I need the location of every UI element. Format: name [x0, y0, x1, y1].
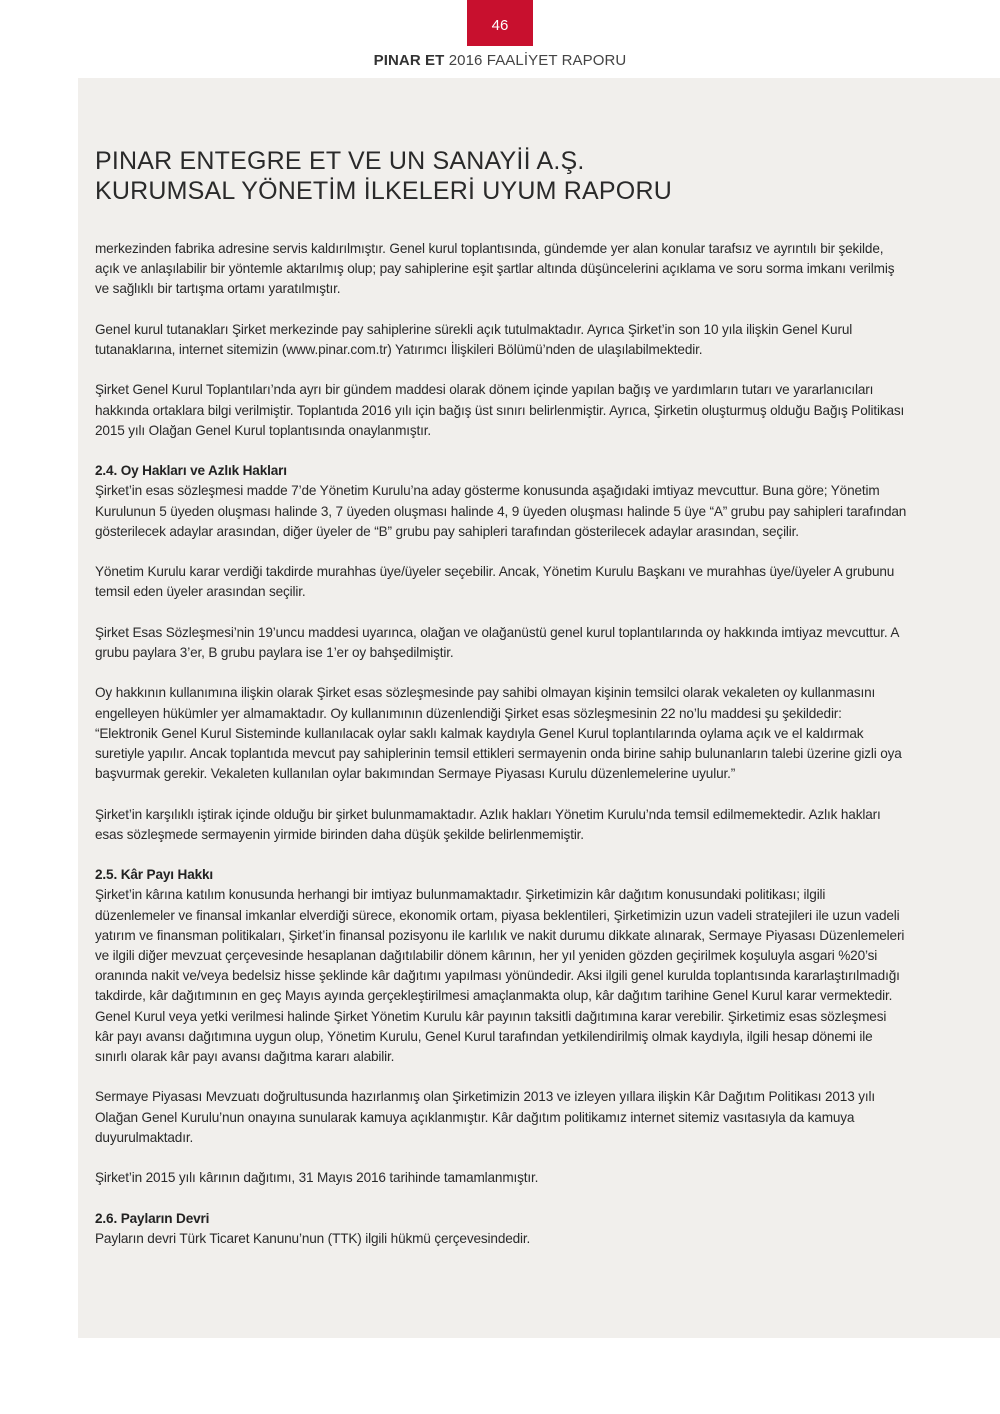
paragraph-minutes-access: Genel kurul tutanakları Şirket merkezinde pay sahiplerine sürekli açık tutulmaktadır. Ayrıca Şirket’in son 10 yıla ilişkin Genel Kurul tutanaklarına, internet sitemizin (www.pinar.com.tr) Yatırımcı İlişkileri Bölümü’nden de ulaşılabilmektedir.: [95, 321, 853, 357]
page-number-text: 46: [491, 16, 509, 34]
document-title: [95, 146, 895, 206]
paragraph-managing-members: Yönetim Kurulu karar verdiği takdirde murahhas üye/üyeler seçebilir. Ancak, Yönetim Kurulu Başkanı ve murahhas üye/üyeler A grubunu temsil eden üyeler arasından seçilir.: [95, 564, 895, 600]
paragraph-vote-privilege: Şirket Esas Sözleşmesi’nin 19’uncu maddesi uyarınca, olağan ve olağanüstü genel kurul toplantılarında oy hakkında imtiyaz mevcuttur. A grubu paylara 3’er, B grubu paylara ise 1’er oy bahşedilmiştir.: [95, 624, 899, 660]
paragraph-general-assembly-conduct: merkezinden fabrika adresine servis kaldırılmıştır. Genel kurul toplantısında, gündemde yer alan konular tarafsız ve ayrıntılı bir şekilde, açık ve anlaşılabilir bir yöntemle aktarılmış olup; pay sahiplerine eşit şartlar altında düşüncelerini açıklama ve soru sorma imkanı verilmiş ve sağlıklı bir tartışma ortamı yaratılmıştır.: [95, 241, 895, 297]
page-number: [467, 0, 533, 46]
report-title: 2016 FAALİYET RAPORU: [448, 52, 627, 69]
paragraph-article-22-quote: “Elektronik Genel Kurul Sisteminde kullanılacak oylar saklı kalmak kaydıyla Genel Kurul toplantılarında oylama açık ve el kaldırmak suretiyle yapılır. Ancak toplantıda mevcut pay sahiplerinin temsil ettikleri sermayenin onda birine sahip bulunanların talebi üzerine gizli oya başvurmak gerekir. Vekaleten kullanılan oylar bakımından Sermaye Piyasası Kurulu düzenlemelerine uyulur.”: [95, 725, 902, 782]
body-text: [95, 239, 907, 1249]
heading-voting-rights: 2.4. Oy Hakları ve Azlık Hakları: [95, 463, 287, 479]
document-title-line-1: PINAR ENTEGRE ET VE UN SANAYİİ A.Ş.: [95, 147, 585, 175]
brand-name: PINAR ET: [373, 52, 445, 69]
paragraph-donations: Şirket Genel Kurul Toplantıları’nda ayrı bir gündem maddesi olarak dönem içinde yapılan bağış ve yardımların tutarı ve yararlanıcıları hakkında ortaklara bilgi verilmiştir. Toplantıda 2016 yılı için bağış üst sınırı belirlenmiştir. Ayrıca, Şirketin oluşturmuş olduğu Bağış Politikası 2015 yılı Olağan Genel Kurul toplantısında onaylanmıştır.: [95, 382, 905, 438]
paragraph-proxy-voting: Oy hakkının kullanımına ilişkin olarak Şirket esas sözleşmesinde pay sahibi olmayan kişinin temsilci olarak vekaleten oy kullanmasını engelleyen hükümler yer almamaktadır. Oy kullanımının düzenlendiği Şirket esas sözleşmesinin 22 no’lu maddesi şu şekildedir:: [95, 685, 876, 721]
paragraph-dividend-distribution-date: Şirket’in 2015 yılı kârının dağıtımı, 31 Mayıs 2016 tarihinde tamamlanmıştır.: [95, 1170, 539, 1186]
heading-dividend-rights: 2.5. Kâr Payı Hakkı: [95, 867, 214, 883]
report-header: [0, 52, 1000, 69]
paragraph-dividend-policy-disclosure: Sermaye Piyasası Mevzuatı doğrultusunda hazırlanmış olan Şirketimizin 2013 ve izleyen yıllara ilişkin Kâr Dağıtım Politikası 2013 yılı Olağan Genel Kurulu’nun onayına sunularak kamuya açıklanmıştır. Kâr dağıtım politikamız internet sitemiz vasıtasıyla da kamuya duyurulmaktadır.: [95, 1089, 876, 1145]
document-title-line-2: KURUMSAL YÖNETİM İLKELERİ UYUM RAPORU: [95, 177, 672, 205]
paragraph-board-nomination: Şirket’in esas sözleşmesi madde 7’de Yönetim Kurulu’na aday gösterme konusunda aşağıdaki imtiyaz mevcuttur. Buna göre; Yönetim Kurulunun 5 üyeden oluşması halinde 3, 7 üyeden oluşması halinde 4, 9 üyeden oluşması halinde 5 üye “A” grubu pay sahipleri tarafından gösterilecek adaylar arasından, diğer üyeler de “B” grubu pay sahipleri tarafından gösterilecek adaylar arasından, seçilir.: [95, 483, 907, 539]
paragraph-minority-rights: Şirket’in karşılıklı iştirak içinde olduğu bir şirket bulunmamaktadır. Azlık hakları Yönetim Kurulu’nda temsil edilmemektedir. Azlık hakları esas sözleşmede sermayenin yirmide birinden daha düşük şekilde belirlenmemiştir.: [95, 806, 881, 842]
paragraph-dividend-policy: Şirket’in kârına katılım konusunda herhangi bir imtiyaz bulunmamaktadır. Şirketimizin kâr dağıtım konusundaki politikası; ilgili düzenlemeler ve finansal imkanlar elverdiği sürece, ekonomik ortam, piyasa beklentileri, Şirketimizin uzun vadeli stratejileri ile uzun vadeli yatırım ve finansman politikaları, Şirket’in finansal pozisyonu ile karlılık ve nakit durumu dikkate alınarak, Sermaye Piyasası Düzenlemeleri ve ilgili diğer mevzuat çerçevesinde hesaplanan dağıtılabilir dönem kârının, her yıl yeniden gözden geçirilmek koşuluyla asgari %20’si oranında nakit ve/veya bedelsiz hisse şeklinde kâr dağıtımı yapılması yönündedir. Aksi ilgili genel kurulda toplantısında kararlaştırılmadığı takdirde, kâr dağıtımının en geç Mayıs ayında gerçekleştirilmesi amaçlanmakta olup, kâr dağıtım tarihine Genel Kurul karar vermektedir. Genel Kurul veya yetki verilmesi halinde Şirket Yönetim Kurulu kâr payının taksitli dağıtımına karar verebilir. Şirketimiz esas sözleşmesi kâr payı avansı dağıtımına uygun olup, Yönetim Kurulu, Genel Kurul tarafından yetkilendirilmiş olmak kaydıyla, ilgili hesap dönemi ile sınırlı olarak kâr payı avansı dağıtma kararı alabilir.: [95, 887, 905, 1064]
paragraph-share-transfer: Payların devri Türk Ticaret Kanunu’nun (TTK) ilgili hükmü çerçevesindedir.: [95, 1230, 531, 1246]
heading-share-transfer: 2.6. Payların Devri: [95, 1210, 210, 1226]
